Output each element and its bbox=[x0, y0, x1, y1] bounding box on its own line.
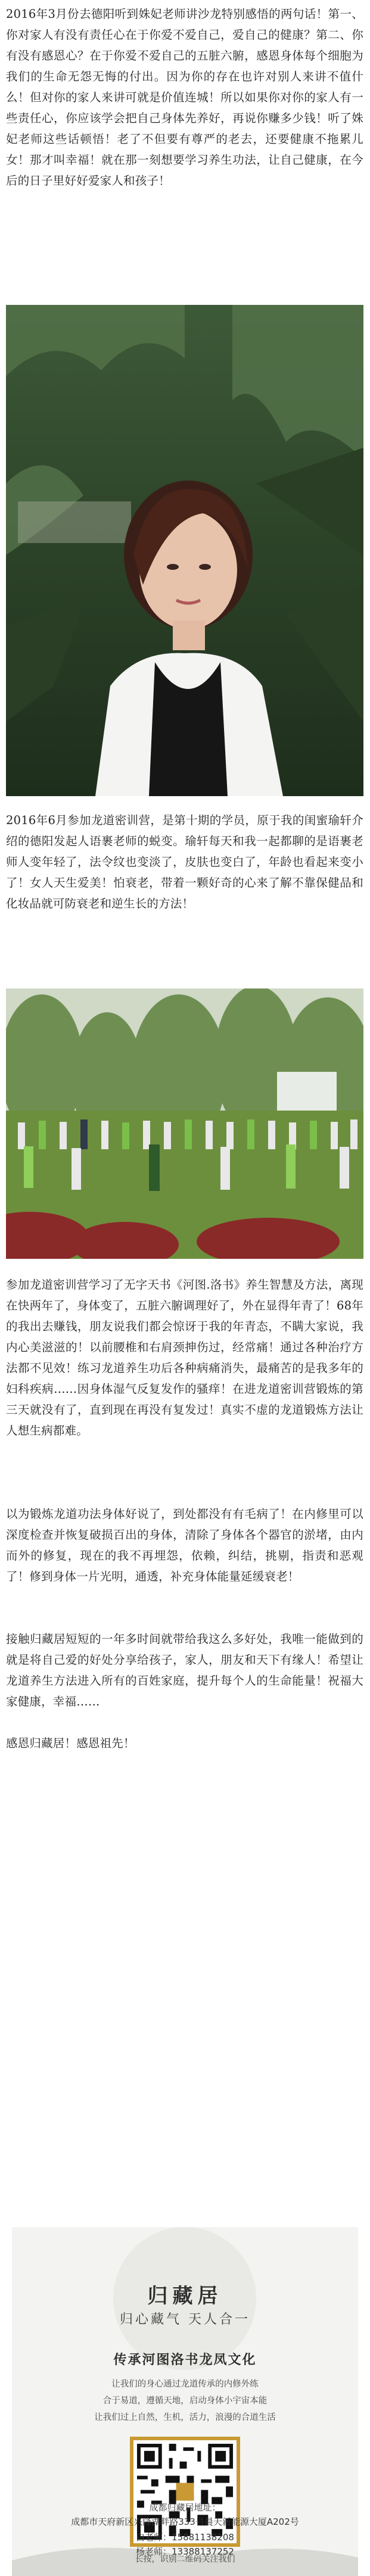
qr-caption: 长按，识别二维码关注我们 bbox=[135, 2555, 235, 2564]
paragraph-intro: 2016年3月份去德阳听到姝妃老师讲沙龙特别感悟的两句话！第一、你对家人有没有责任心在于你爱不爱自己，爱自己的健康？第二、你有没有感恩心？在于你爱不爱自己的五脏六腑，感恩身体每个细胞为我们的生命无怨无悔的付出。因为你的存在也许对别人来讲不值什么！但对你的家人来讲可就是价值连城！所以如果你对你的家人有一些责任心，你应该学会把自己身体先养好，再说你赚多少钱！听了姝妃老师这些话顿悟！老了不但要有尊严的老去，还要健康不拖累儿女！那才叫幸福！就在那一刻想要学习养生功法，让自己健康，在今后的日子里好好爱家人和孩子！ bbox=[6, 7, 363, 188]
address-title: 成都归藏居地址： bbox=[149, 2502, 221, 2513]
group-exercise-photo bbox=[6, 988, 363, 1259]
contact-yang: 杨老师：13388137252 bbox=[136, 2546, 234, 2557]
portrait-photo bbox=[6, 305, 363, 796]
banner-line: 让我们过上自然，生机，活力，浪漫的合道生活 bbox=[94, 2413, 276, 2422]
banner-line: 合于易道，遵循天地，启动身体小宇宙本能 bbox=[102, 2396, 268, 2406]
brand-name: 归藏居 bbox=[147, 2284, 223, 2308]
brand-slogan: 归心藏气 天人合一 bbox=[120, 2312, 250, 2327]
contact-bai: 白老师：15881138208 bbox=[136, 2532, 234, 2543]
paragraph-thanks: 感恩归藏居！感恩祖先！ bbox=[6, 1736, 135, 1750]
address-text: 成都市天府新区兴隆湖畔路333号晨天新能源大厦A202号 bbox=[71, 2516, 299, 2527]
paragraph-results: 参加龙道密训营学习了无字天书《河图.洛书》养生智慧及方法，离现在快两年了，身体变了，五脏六腑调理好了，外在显得年青了！68年的我出去赚钱，朋友说我们都会惊讶于我的年青态，不瞒大家说，我内心美滋滋的！以前腰椎和右肩颈抻伤过，经常痛！通过各种治疗方法都不见效！练习龙道养生功后各种病痛消失，最痛苦的是我多年的妇科疾病……因身体湿气反复发作的骚痒！在进龙道密训营锻炼的第三天就没有了，直到现在再没有复发过！真实不虚的龙道锻炼方法让人想生病都难。 bbox=[6, 1278, 363, 1437]
paragraph-sharing: 接触归藏居短短的一年多时间就带给我这么多好处，我唯一能做到的就是将自己爱的好处分享给孩子，家人，朋友和天下有缘人！希望让龙道养生方法进入所有的百姓家庭，提升每个人的生命能量！祝福大家健康，幸福…… bbox=[6, 1632, 363, 1708]
paragraph-training: 2016年6月参加龙道密训营，是第十期的学员，原于我的闺蜜瑜轩介绍的德阳发起人语裹老师的蜕变。瑜轩每天和我一起都聊的是语裹老师人变年轻了，法令纹也变淡了，皮肤也变白了，年龄也看起来变小了！女人天生爱美！怕衰老，带着一颗好奇的心来了解不靠保健品和化妆品就可防衰老和逆生长的方法！ bbox=[6, 813, 363, 910]
banner-line: 让我们的身心通过龙道传承的内修外练 bbox=[111, 2379, 259, 2389]
paragraph-inner-practice: 以为锻炼龙道功法身体好说了，到处都没有有毛病了！在内修里可以深度检查并恢复破损百出的身体，清除了身体各个器官的淤堵，由内而外的修复，现在的我不再埋怨，依赖，纠结，挑剔，指责和恶观了！修到身体一片光明，通透，补充身体能量延缓衰老！ bbox=[6, 1507, 363, 1583]
banner-headline: 传承河图洛书龙凤文化 bbox=[113, 2353, 257, 2368]
